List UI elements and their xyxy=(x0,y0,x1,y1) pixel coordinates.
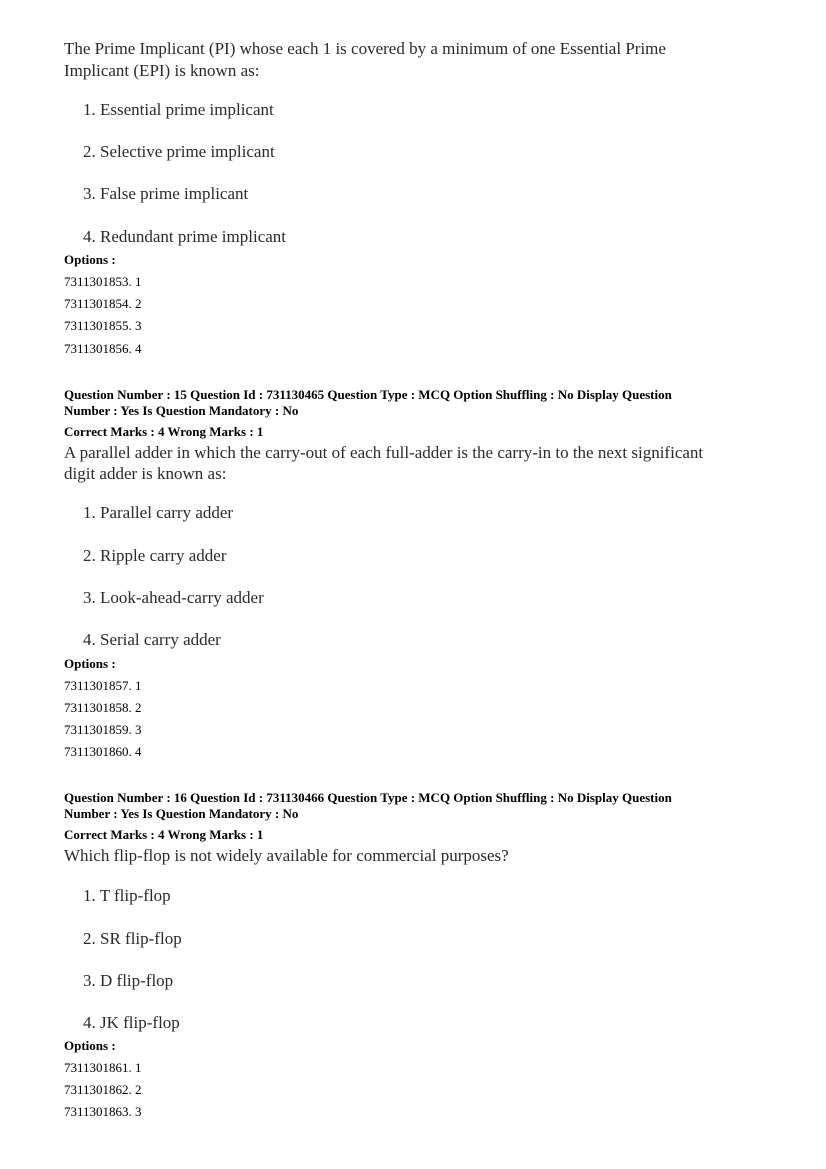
answer-choice: 3. False prime implicant xyxy=(83,184,249,203)
question-text-line: Which flip-flop is not widely available for commercial purposes? xyxy=(64,846,509,865)
option-id: 7311301861. 1 xyxy=(64,1060,142,1075)
option-id: 7311301860. 4 xyxy=(64,744,142,759)
question-text-line: The Prime Implicant (PI) whose each 1 is covered by a minimum of one Essential Prime xyxy=(64,39,666,58)
options-label: Options : xyxy=(64,252,116,267)
question-meta-line: Question Number : 16 Question Id : 731130466 Question Type : MCQ Option Shuffling : No Display Question xyxy=(64,790,672,805)
answer-choice: 1. T flip-flop xyxy=(83,886,171,905)
answer-choice: 4. Serial carry adder xyxy=(83,630,221,649)
question-text-line: A parallel adder in which the carry-out of each full-adder is the carry-in to the next significant xyxy=(64,443,704,462)
answer-choice: 4. JK flip-flop xyxy=(83,1013,180,1032)
answer-choice: 3. Look-ahead-carry adder xyxy=(83,588,264,607)
question-meta-line: Number : Yes Is Question Mandatory : No xyxy=(64,806,299,821)
option-id: 7311301855. 3 xyxy=(64,318,142,333)
question-marks: Correct Marks : 4 Wrong Marks : 1 xyxy=(64,424,264,439)
option-id: 7311301853. 1 xyxy=(64,274,142,289)
option-id: 7311301859. 3 xyxy=(64,722,142,737)
answer-choice: 2. Ripple carry adder xyxy=(83,546,227,565)
answer-choice: 1. Essential prime implicant xyxy=(83,100,274,119)
question-text-line: digit adder is known as: xyxy=(64,464,227,483)
answer-choice: 1. Parallel carry adder xyxy=(83,503,234,522)
question-meta-line: Question Number : 15 Question Id : 731130465 Question Type : MCQ Option Shuffling : No Display Question xyxy=(64,387,672,402)
question-marks: Correct Marks : 4 Wrong Marks : 1 xyxy=(64,827,264,842)
answer-choice: 3. D flip-flop xyxy=(83,971,174,990)
option-id: 7311301856. 4 xyxy=(64,341,142,356)
option-id: 7311301862. 2 xyxy=(64,1082,142,1097)
answer-choice: 4. Redundant prime implicant xyxy=(83,227,287,246)
option-id: 7311301857. 1 xyxy=(64,678,142,693)
option-id: 7311301854. 2 xyxy=(64,296,142,311)
options-label: Options : xyxy=(64,1038,116,1053)
option-id: 7311301863. 3 xyxy=(64,1104,142,1119)
answer-choice: 2. SR flip-flop xyxy=(83,929,182,948)
options-label: Options : xyxy=(64,656,116,671)
question-text-line: Implicant (EPI) is known as: xyxy=(64,61,260,80)
question-meta-line: Number : Yes Is Question Mandatory : No xyxy=(64,403,299,418)
option-id: 7311301858. 2 xyxy=(64,700,142,715)
answer-choice: 2. Selective prime implicant xyxy=(83,142,275,161)
